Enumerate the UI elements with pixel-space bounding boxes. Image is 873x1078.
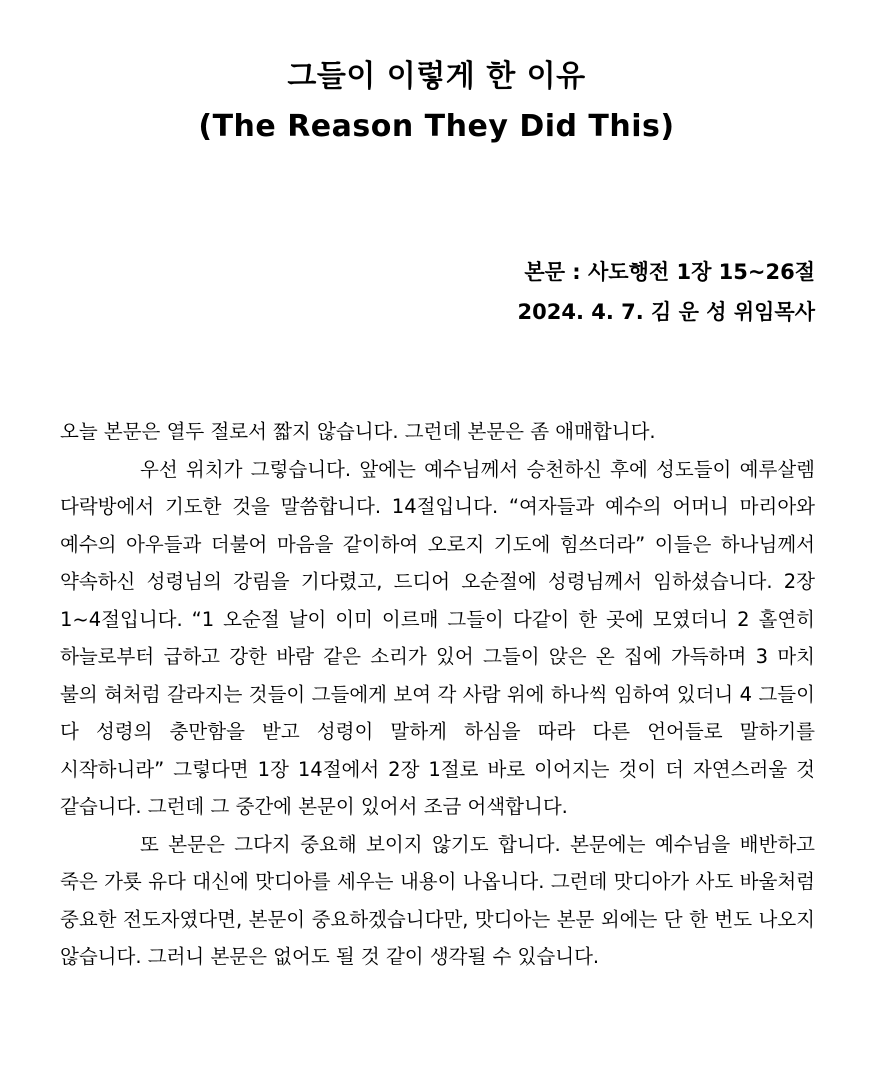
sermon-meta [518, 252, 815, 332]
title-english: (The Reason They Did This) [198, 109, 675, 144]
body-paragraph-3: 또 본문은 그다지 중요해 보이지 않기도 합니다. 본문에는 예수님을 배반하고 죽은 가룟 유다 대신에 맛디아를 세우는 내용이 나옵니다. 그런데 맛디아가 사도 바울처럼 중요한 전도자였다면, 본문이 중요하겠습니다만, 맛디아는 본문 외에는 단 한 번도 나오지 않습니다. 그러니 본문은 없어도 될 것 같이 생각될 수 있습니다. [60, 832, 815, 968]
sermon-body [60, 413, 815, 976]
title-korean: 그들이 이렇게 한 이유 [287, 59, 586, 94]
date-and-author: 2024. 4. 7. 김 운 성 위임목사 [517, 300, 815, 324]
body-paragraph-2: 우선 위치가 그렇습니다. 앞에는 예수님께서 승천하신 후에 성도들이 예루살렘 다락방에서 기도한 것을 말씀합니다. 14절입니다. “여자들과 예수의 어머니 마리아와 예수의 아우들과 더불어 마음을 같이하여 오로지 기도에 힘쓰더라” 이들은 하나님께서 약속하신 성령님의 강림을 기다렸고, 드디어 오순절에 성령님께서 임하셨습니다. 2장 1~4절입니다. “1 오순절 날이 이미 이르매 그들이 다같이 한 곳에 모였더니 2 홀연히 하늘로부터 급하고 강한 바람 같은 소리가 있어 그들이 앉은 온 집에 가득하며 3 마치 불의 혀처럼 갈라지는 것들이 그들에게 보여 각 사람 위에 하나씩 임하여 있더니 4 그들이 다 성령의 충만함을 받고 성령이 말하게 하심을 따라 다른 언어들로 말하기를 시작하니라” 그렇다면 1장 14절에서 2장 1절로 바로 이어지는 것이 더 자연스러울 것 같습니다. 그런데 그 중간에 본문이 있어서 조금 어색합니다. [60, 457, 815, 818]
sermon-title [0, 52, 873, 152]
scripture-reference: 본문 : 사도행전 1장 15~26절 [524, 260, 815, 284]
body-paragraph-1: 오늘 본문은 열두 절로서 짧지 않습니다. 그런데 본문은 좀 애매합니다. [60, 420, 656, 443]
